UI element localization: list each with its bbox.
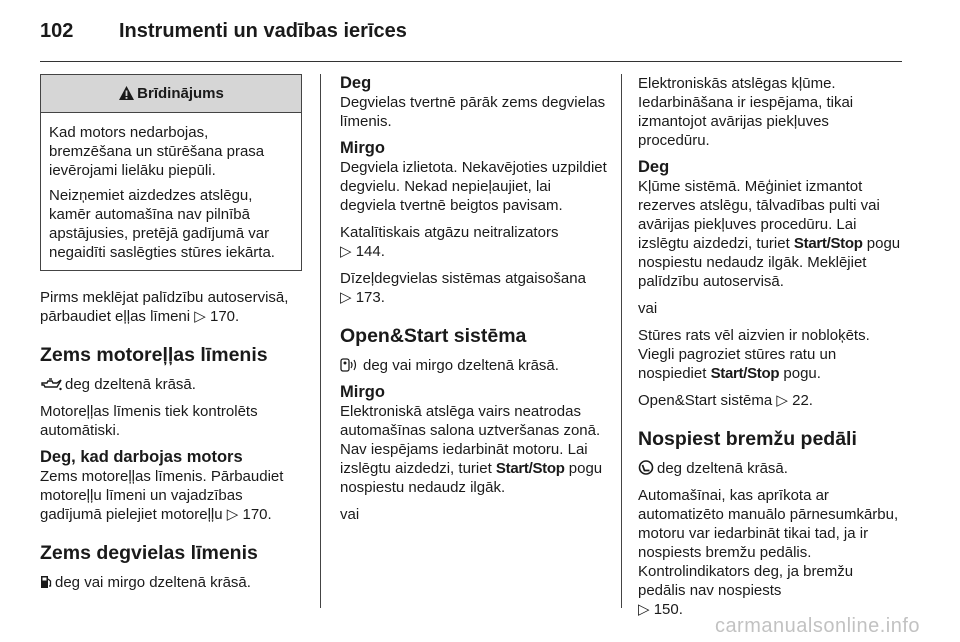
- header-divider: [40, 61, 902, 62]
- paragraph: deg vai mirgo dzeltenā krāsā.: [340, 356, 608, 375]
- paragraph: deg dzeltenā krāsā.: [40, 375, 302, 394]
- page-ref-arrow-icon: ▷: [340, 289, 352, 306]
- paragraph: Degvielas tvertnē pārāk zems degvielas līmenis.: [340, 94, 606, 130]
- warning-text: Neizņemiet aizdedzes atslēgu, kamēr automašīna nav pilnībā apstājusies, pretējā gadījumā var negaidīti saslēgties stūres iekārta.: [49, 187, 275, 261]
- page-reference: 22.: [792, 392, 813, 409]
- column-divider: [621, 74, 622, 608]
- section-heading: Zems degvielas līmenis: [40, 542, 258, 564]
- key-signal-icon: [340, 358, 360, 372]
- subheading: Deg: [340, 74, 372, 92]
- paragraph: Elektroniskās atslēgas kļūme. Iedarbināšana ir iespējama, tikai izmantojot avārijas piekļuves procedūru.: [638, 75, 854, 149]
- warning-triangle-icon: [118, 85, 135, 101]
- subheading: Mirgo: [340, 139, 385, 157]
- paragraph: Katalītiskais atgāzu neitralizators ▷ 144.: [340, 224, 559, 260]
- watermark: carmanualsonline.info: [714, 615, 920, 637]
- section-heading: Open&Start sistēma: [340, 325, 527, 347]
- page-reference: 170.: [209, 308, 240, 325]
- warning-box: [40, 74, 302, 271]
- warning-title: Brīdinājums: [137, 85, 224, 102]
- paragraph: Open&Start sistēma ▷ 22.: [638, 392, 813, 409]
- page-reference: 170.: [242, 506, 272, 523]
- page-reference: 173.: [355, 289, 385, 306]
- subheading: Deg: [638, 158, 670, 176]
- column-2: [340, 74, 608, 532]
- page-reference: 144.: [355, 243, 385, 260]
- page-ref-arrow-icon: ▷: [638, 601, 650, 618]
- paragraph: vai: [638, 300, 658, 317]
- page-ref-arrow-icon: ▷: [226, 506, 239, 523]
- paragraph: Pirms meklējat palīdzību autoservisā, pārbaudiet eļļas līmeni ▷ 170.: [40, 289, 289, 325]
- section-heading: Zems motoreļļas līmenis: [40, 344, 268, 366]
- warning-body: [41, 113, 301, 270]
- column-1: [40, 74, 302, 600]
- subheading: Mirgo: [340, 383, 385, 401]
- paragraph: Kļūme sistēmā. Mēģiniet izmantot rezerves atslēgu, tālvadības pulti vai avārijas piekļuves procedūru. Lai izslēgtu aizdedzi, turiet Start/Stop pogu nospiestu nedaudz ilgāk. Meklējiet palīdzību autoservisā.: [638, 178, 901, 290]
- paragraph: vai: [340, 506, 360, 523]
- start-stop-label: Start/Stop: [793, 235, 863, 252]
- column-divider: [320, 74, 321, 608]
- paragraph: Dīzeļdegvielas sistēmas atgaisošana ▷ 173.: [340, 270, 586, 306]
- oil-can-icon: [40, 378, 62, 391]
- section-heading: Nospiest bremžu pedāli: [638, 428, 857, 450]
- page-ref-arrow-icon: ▷: [776, 392, 788, 409]
- paragraph: Motoreļļas līmenis tiek kontrolēts automātiski.: [40, 403, 258, 439]
- paragraph: Stūres rats vēl aizvien ir nobloķēts. Viegli pagroziet stūres ratu un nospiediet Start/Stop pogu.: [638, 327, 870, 382]
- start-stop-label: Start/Stop: [710, 365, 780, 382]
- paragraph: Automašīnai, kas aprīkota ar automatizēto manuālo pārnesumkārbu, motoru var iedarbināt tikai tad, ja ir nospiests bremžu pedālis. Kontrolindikators deg, ja bremžu pedālis nav nospiests ▷ 150.: [638, 487, 899, 618]
- warning-text: Kad motors nedarbojas, bremzēšana un stūrēšana prasa ievērojami lielāku piepūli.: [49, 124, 265, 179]
- paragraph: Zems motoreļļas līmenis. Pārbaudiet motoreļļu līmeni un vajadzības gadījumā pielejiet motoreļļu ▷ 170.: [40, 468, 284, 523]
- fuel-pump-icon: [40, 575, 52, 589]
- page-number: 102: [40, 20, 74, 42]
- page-ref-arrow-icon: ▷: [194, 308, 206, 325]
- paragraph: Elektroniskā atslēga vairs neatrodas automašīnas salona uztveršanas zonā. Nav iespējams iedarbināt motoru. Lai izslēgtu aizdedzi, turiet Start/Stop pogu nospiestu nedaudz ilgāk.: [340, 403, 603, 496]
- column-3: [638, 74, 904, 627]
- warning-header: [41, 75, 301, 113]
- start-stop-label: Start/Stop: [495, 460, 565, 477]
- brake-pedal-icon: [638, 460, 654, 475]
- page-title: Instrumenti un vadības ierīces: [119, 20, 407, 42]
- paragraph: deg dzeltenā krāsā.: [638, 459, 904, 478]
- page-ref-arrow-icon: ▷: [340, 243, 352, 260]
- paragraph: deg vai mirgo dzeltenā krāsā.: [40, 573, 302, 592]
- paragraph: Degviela izlietota. Nekavējoties uzpildiet degvielu. Nekad nepieļaujiet, lai degviela tvertnē beigtos pavisam.: [340, 159, 607, 214]
- subheading: Deg, kad darbojas motors: [40, 448, 243, 466]
- page-reference: 150.: [653, 601, 683, 618]
